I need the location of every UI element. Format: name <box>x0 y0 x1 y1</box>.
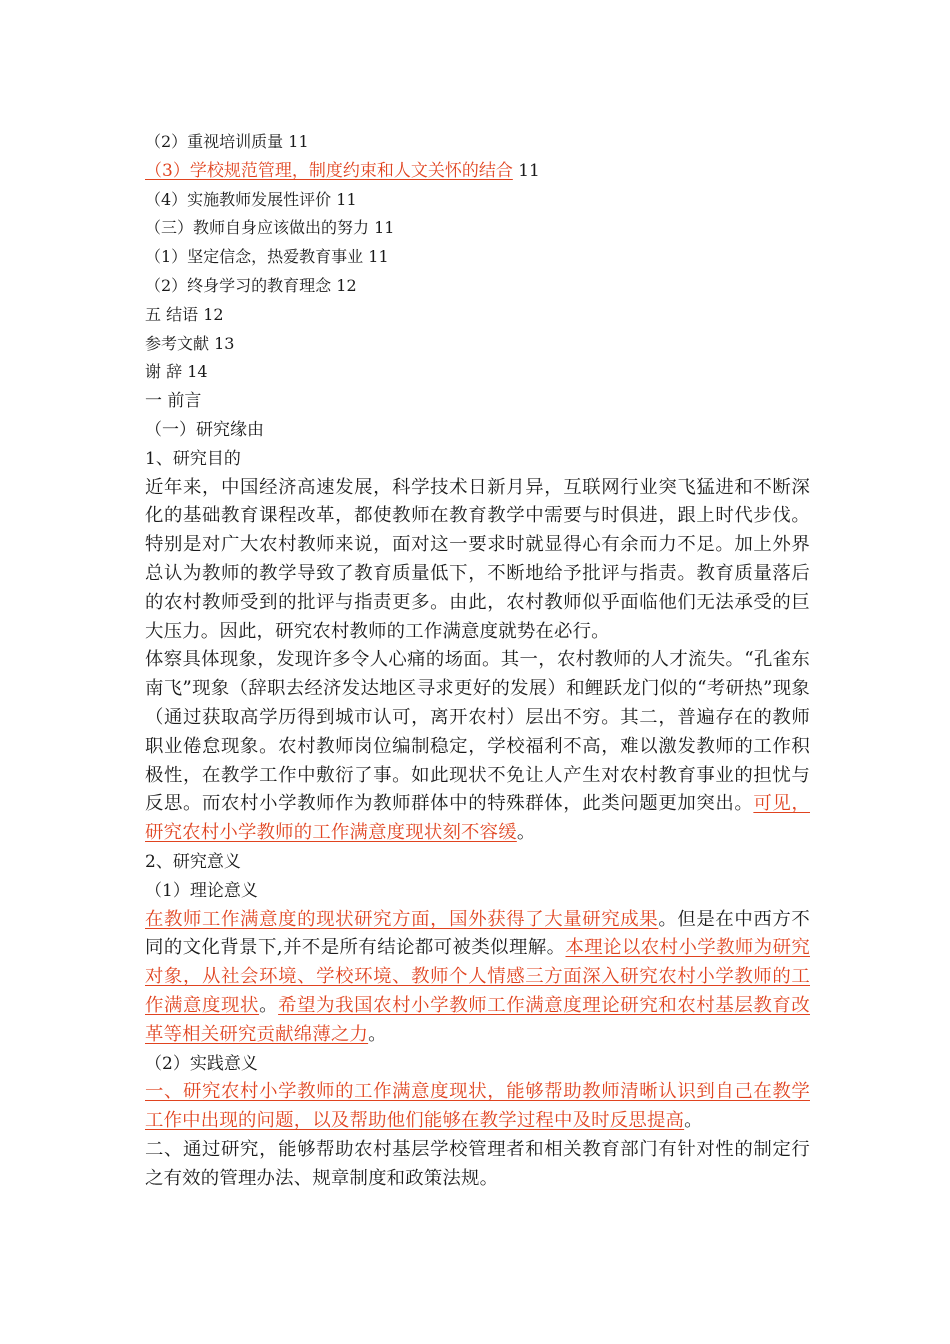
toc-entry-text: （2）重视培训质量 <box>145 132 284 151</box>
theory-heading: （1）理论意义 <box>145 880 258 901</box>
toc-entry-text: （2）终身学习的教育理念 <box>145 275 332 295</box>
toc-entry-highlighted[interactable] <box>145 157 810 186</box>
toc-entry-page: 12 <box>336 275 357 295</box>
paragraph-text: 。 <box>259 994 279 1016</box>
toc-entry-text: 参考文献 <box>145 333 210 353</box>
practice-paragraph: 二、通过研究，能够帮助农村基层学校管理者和相关教育部门有针对性的制定行之有效的管理办法、规章制度和政策法规。 <box>145 1138 810 1189</box>
highlighted-text: 本理论以农村小学教师为研究对象，从社会环境、学校环境、教师个人情感三方面深入研究农村小学教师的工作满意度现状 <box>145 937 810 1016</box>
toc-entry[interactable] <box>145 272 810 301</box>
toc-entry-page: 13 <box>214 333 235 353</box>
theory-paragraph <box>145 906 810 1050</box>
toc-entry-page: 11 <box>518 160 540 181</box>
toc-entry-text: （3）学校规范管理，制度约束和人文关怀的结合 <box>145 160 513 181</box>
toc-entry-page: 12 <box>203 304 224 324</box>
practice-heading: （2）实践意义 <box>145 1053 258 1074</box>
purpose-paragraph: 近年来，中国经济高速发展，科学技术日新月异，互联网行业突飞猛进和不断深化的基础教育课程改革，都使教师在教育教学中需要与时俱进，跟上时代步伐。特别是对广大农村教师来说，面对这一要求时就显得心有余而力不足。加上外界总认为教师的教学导致了教育质量低下，不断地给予批评与指责。教育质量落后的农村教师受到的批评与指责更多。由此，农村教师似乎面临他们无法承受的巨大压力。因此，研究农村教师的工作满意度就势在必行。 <box>145 476 810 642</box>
highlighted-text: 希望为我国农村小学教师工作满意度理论研究和农村基层教育改革等相关研究贡献绵薄之力 <box>145 994 810 1045</box>
toc-entry-page: 11 <box>368 247 389 267</box>
paragraph-text: 。但是在中西方不同的文化背景下,并不是所有结论都可被类似理解。 <box>145 908 811 959</box>
toc-entry-page: 11 <box>336 189 357 209</box>
document-page <box>145 128 810 1193</box>
paragraph-text: 。 <box>368 1023 387 1045</box>
toc-entry-text: （4）实施教师发展性评价 <box>145 189 332 209</box>
toc-entry[interactable] <box>145 301 810 330</box>
highlighted-text: 可见，研究农村小学教师的工作满意度现状刻不容缓 <box>145 793 810 844</box>
toc-entry[interactable] <box>145 128 810 157</box>
toc-entry[interactable] <box>145 330 810 359</box>
toc-entry-page: 11 <box>288 132 309 151</box>
paragraph-text: 。 <box>684 1110 703 1132</box>
toc-entry-text: 五 结语 <box>145 304 199 324</box>
toc-entry[interactable] <box>145 243 810 272</box>
meaning-heading: 2、研究意义 <box>145 851 241 872</box>
paragraph-text: 体察具体现象，发现许多令人心痛的场面。其一，农村教师的人才流失。“孔雀东南飞”现象（辞职去经济发达地区寻求更好的发展）和鲤跃龙门似的“考研热”现象（通过获取高学历得到城市认可，离开农村）层出不穷。其二，普遍存在的教师职业倦怠现象。农村教师岗位编制稳定，学校福利不高，难以激发教师的工作积极性，在教学工作中敷衍了事。如此现状不免让人产生对农村教育事业的担忧与反思。而农村小学教师作为教师群体中的特殊群体，此类问题更加突出。 <box>145 649 810 815</box>
highlighted-text: 一、研究农村小学教师的工作满意度现状，能够帮助教师清晰认识到自己在教学工作中出现的问题，以及帮助他们能够在教学过程中及时反思提高 <box>145 1081 810 1132</box>
toc-entry-text: 谢 辞 <box>145 362 183 382</box>
toc-entry[interactable] <box>145 358 810 387</box>
subsection-heading: （一）研究缘由 <box>145 419 264 440</box>
purpose-heading: 1、研究目的 <box>145 448 241 469</box>
toc-entry-text: （三）教师自身应该做出的努力 <box>145 218 370 238</box>
toc-entry[interactable] <box>145 214 810 243</box>
toc-entry[interactable] <box>145 186 810 215</box>
highlighted-text: 在教师工作满意度的现状研究方面，国外获得了大量研究成果 <box>145 908 659 930</box>
toc-entry-text: （1）坚定信念，热爱教育事业 <box>145 247 364 267</box>
paragraph-text: 。 <box>516 822 536 844</box>
toc-entry-page: 14 <box>187 362 208 382</box>
practice-paragraph <box>145 1078 810 1136</box>
purpose-paragraph <box>145 646 810 848</box>
toc-entry-page: 11 <box>374 218 395 238</box>
section-heading: 一 前言 <box>145 391 202 412</box>
